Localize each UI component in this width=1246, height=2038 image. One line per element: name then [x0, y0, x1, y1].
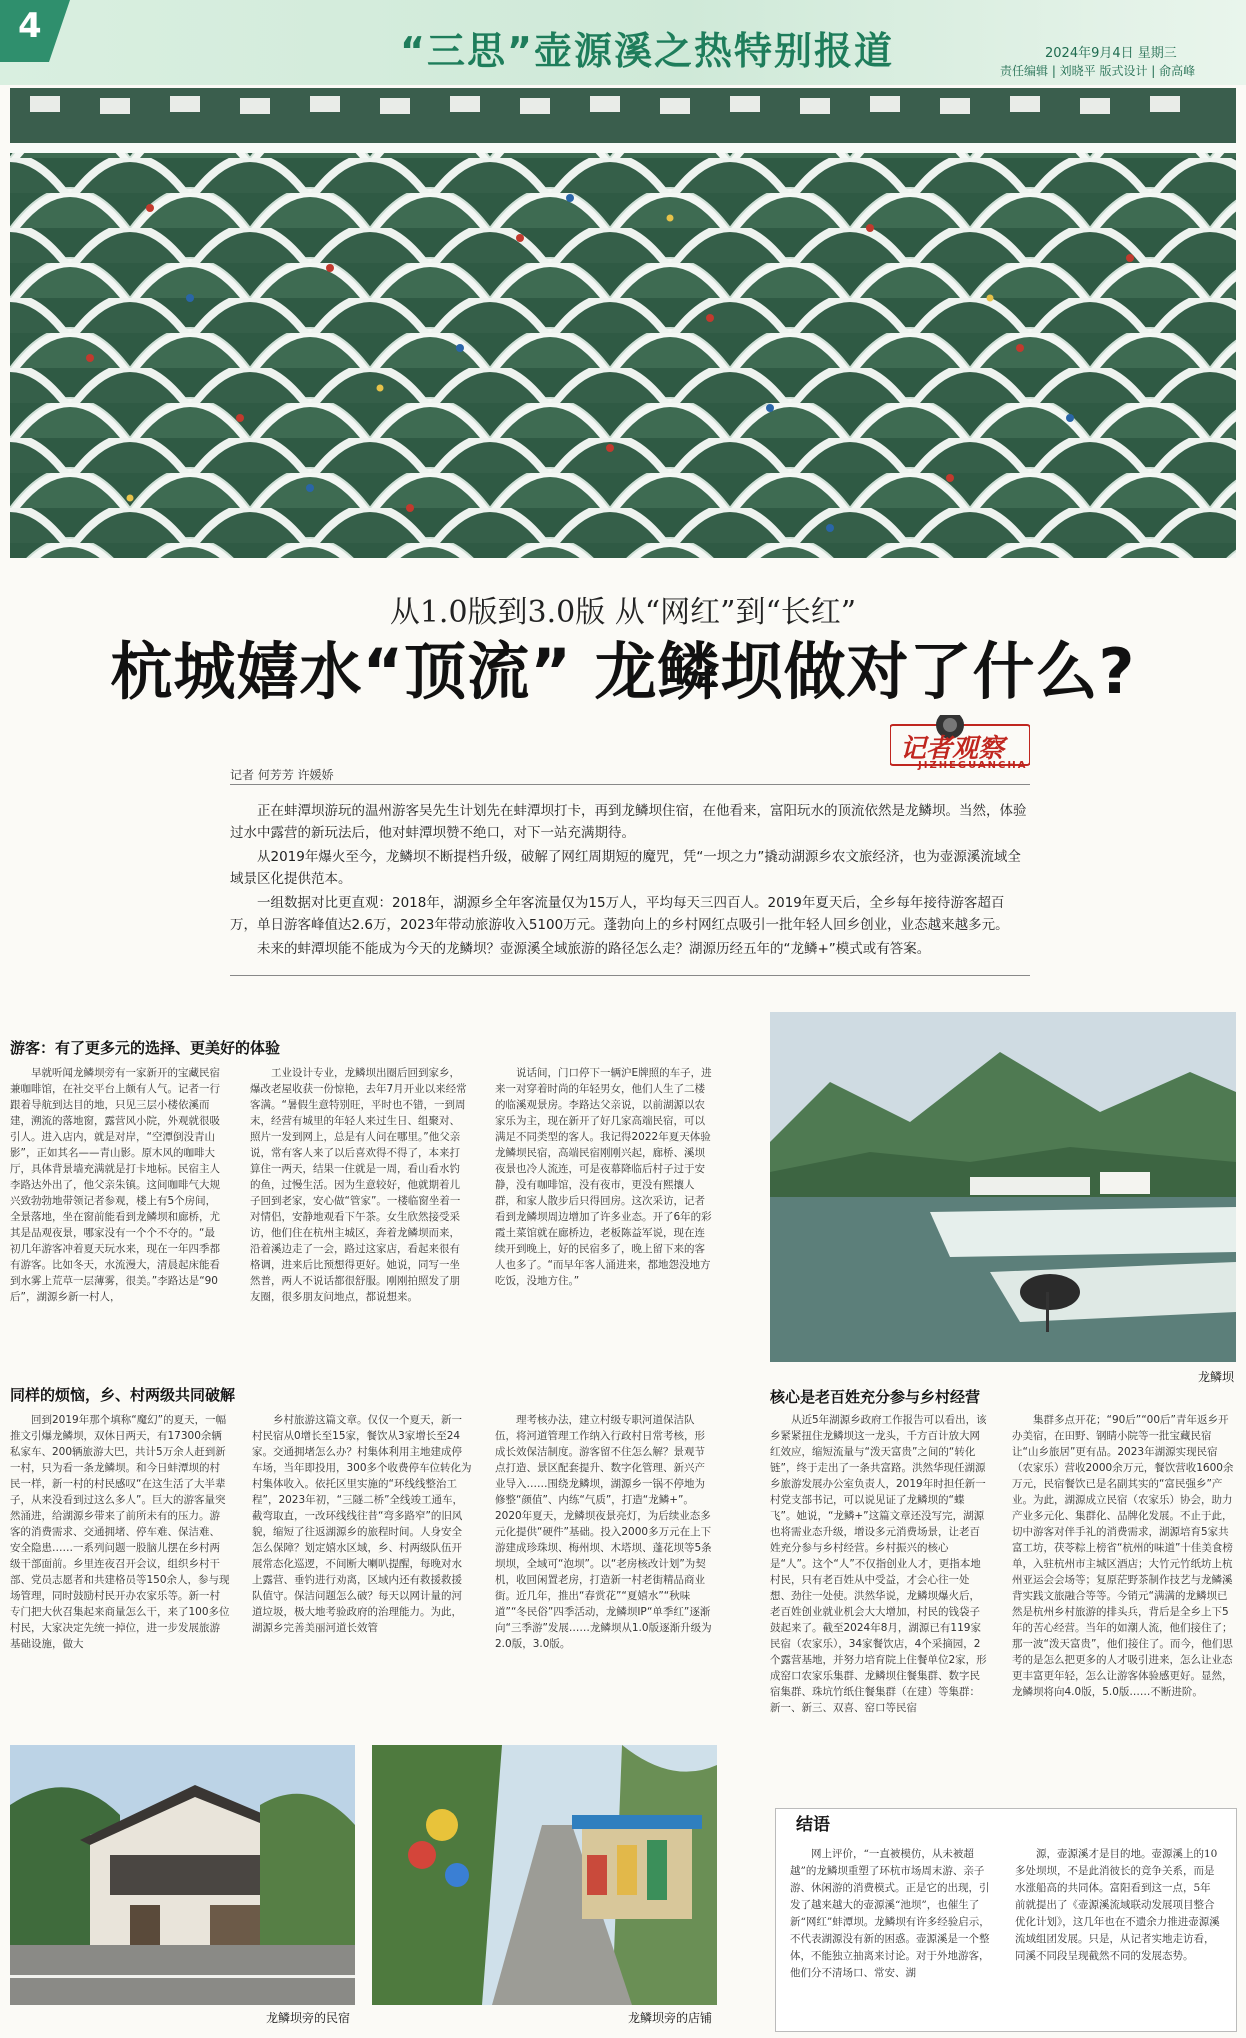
section2-column: 乡村旅游这篇文章。仅仅一个夏天，新一村民宿从0增长至15家，餐饮从3家增长至24家。交通拥堵怎么办？村集体利用主地建成停车场，当年即投用，300多个收费停车位转化为村集体收入。依托区里实施的“环线线整治工程”，2023年初，“三隧二桥”全线竣工通车，截弯取直，一改环线线往昔“弯多路窄”的旧风貌，缩短了往返湖源乡的旅程时间。人身安全怎么保障？划定嬉水区域，乡、村两级队伍开展常态化巡逻，不间断大喇叭提醒，每晚对水上露营、垂钓进行劝离，区域内还有救援救援队值守。保洁问题怎么破？每天以网计量的河道垃圾，极大地考验政府的治理能力。为此，湖源乡完善美丽河道长效管	[252, 1414, 472, 1634]
section-title: 同样的烦恼，乡、村两级共同破解	[10, 1386, 236, 1404]
section2-column: 回到2019年那个填称“魔幻”的夏天，一幅推文引爆龙鳞坝，双休日两天，有17300余辆私家车、200辆旅游大巴，共计5万余人赶到新一村，只为看一条龙鳞坝。和今日蚌潭坝的村民一样，新一村的村民感叹“在这生活了大半辈子，从来没看到过这么多人”。巨大的游客量突然涌进，给湖源乡带来了前所未有的压力。游客的消费需求、交通拥堵、停车难、保洁难、安全隐患……一系列问题一股脑儿摆在乡村两级干部面前。乡里连夜召开会议，组织乡村干部、党员志愿者和共建格员等150余人，参与现场管理，同时鼓励村民开办农家乐等。新一村专门把大伙召集起来商量怎么干，来了100多位村民，大家决定先统一掉位，进一步发展旅游基础设施，做大	[10, 1414, 230, 1650]
divider	[230, 784, 1030, 785]
byline: 记者 何芳芳 许媛娇	[230, 768, 334, 782]
conclusion-column: 源，壶源溪才是目的地。壶源溪上的10多处坝坝，不是此消彼长的竞争关系，而是水涨船高的共同体。富阳看到这一点，5年前就提出了《壶源溪流域联动发展项目整合优化计划》，这几年也在不遗余力推进壶源溪流域组团发展。只是，从记者实地走访看，同溪不同段呈现截然不同的发展态势。	[1015, 1848, 1220, 1962]
article-subtitle: 从1.0版到3.0版 从“网红”到“长红”	[389, 595, 857, 630]
issue-date: 2024年9月4日 星期三	[1045, 46, 1177, 61]
hero-photo-dragon-scale-weir	[10, 88, 1236, 558]
section3-column: 从近5年湖源乡政府工作报告可以看出，该乡紧紧扭住龙鳞坝这一龙头，千方百计放大网红效应，缩短流量与“泼天富贵”之间的“转化链”，终于走出了一条共富路。洪然华现任湖源乡旅游发展办公室负责人，2019年时担任新一村党支部书记，可以说见证了龙鳞坝的“蝶飞”。她说，“龙鳞+”这篇文章还没写完，湖源也将需业态升级，增设多元消费场景，让老百姓充分参与乡村经营。乡村振兴的核心是“人”。这个“人”不仅指创业人才，更指本地村民，只有老百姓从中受益，才会心往一处想、劲往一处使。洪然华说，龙鳞坝爆火后，老百姓创业就业机会大大增加，村民的钱袋子鼓起来了。截至2024年8月，湖源已有119家民宿（农家乐），34家餐饮店，4个采摘园，2个露营基地，并努力培育院上住餐单位2家，形成窑口农家乐集群、龙鳞坝住餐集群、数字民宿集群、珠坑竹纸住餐集群（在建）等集群：新一、新三、双喜、窑口等民宿	[770, 1414, 987, 1714]
page-number: 4	[18, 6, 42, 46]
section3-column: 集群多点开花；“90后”“00后”青年返乡开办美宿，在田野、钢睛小院等一批宝藏民宿让“山乡旅居”更有品。2023年湖源实现民宿（农家乐）营收2000余万元，餐饮营收1600余万元，民宿餐饮已是名副其实的“富民强乡”产业。为此，湖源成立民宿（农家乐）协会，助力产业多元化、集群化、品牌化发展。不止于此，切中游客对伴手礼的消费需求，湖源培育5家共富工坊，茯苓粽上榜省“杭州的味道”十佳美食榜单，入驻杭州市主城区酒店；大竹元竹纸坊上杭州亚运会会场等；复原茫野茶制作技艺与龙鳞溪背实践文旅融合等等。今销元“满满的龙鳞坝已然是杭州乡村旅游的排头兵，背后是全乡上下5年的苦心经营。当年的如潮人流，他们接住了；那一波“泼天富贵”，他们接住了。而今，他们思考的是怎么把更多的人才吸引进来，怎么让业态更丰富更年轻，怎么让游客体验感更好。显然，龙鳞坝将向4.0版，5.0版……不断进阶。	[1012, 1414, 1234, 1698]
lead-paragraph: 从2019年爆火至今，龙鳞坝不断提档升级，破解了网红周期短的魔咒，凭“一坝之力”撬动湖源乡农文旅经济，也为壶源溪流域全域景区化提供范本。	[230, 849, 1021, 887]
river-photo-illustration	[770, 1012, 1236, 1362]
badge-label: 记者观察	[900, 734, 1005, 764]
photo-caption: 龙鳞坝旁的店铺	[628, 2011, 713, 2025]
photo-homestay	[10, 1745, 355, 2005]
lead-paragraph: 一组数据对比更直观：2018年，湖源乡全年客流量仅为15万人，平均每天三四百人。2019年夏天后，全乡每年接待游客超百万，单日游客峰值达2.6万，2023年带动旅游收入5100万元。蓬勃向上的乡村网红点吸引一批年轻人回乡创业，业态越来越多元。	[230, 895, 1009, 933]
lead-paragraph: 未来的蚌潭坝能不能成为今天的龙鳞坝？壶源溪全域旅游的路径怎么走？湖源历经五年的“龙鳞+”模式或有答案。	[257, 941, 931, 957]
photo-shops	[372, 1745, 717, 2005]
photo-dragon-scale-weir-river	[770, 1012, 1236, 1362]
hero-photo-illustration	[10, 88, 1236, 558]
series-title: “三思”壶源溪之热特别报道	[400, 29, 894, 73]
conclusion-title: 结语	[790, 1810, 836, 1835]
section1-column: 早就听闻龙鳞坝旁有一家新开的宝藏民宿兼咖啡馆，在社交平台上颇有人气。记者一行跟着导航到达目的地，只见三层小楼依溪而建，溯流的落地窗，露营风小院，外观就很吸引人。进入店内，就是对岸，“空潭倒没青山影”，正如其名——青山影。原木风的咖啡大厅，具体背景墙充满就是打卡地标。民宿主人李路达外出了，他父亲朱镇。这间咖啡气大规兴致勃勃地带领记者参观，楼上有5个房间，全景落地，坐在窗前能看到龙鳞坝和廊桥，尤其是品观夜景，哪家没有一个个不夺的。“最初几年游客冲着夏天玩水来，现在一年四季都有游客。比如冬天，水流漫大，清晨起床能看到水雾上荒草一层薄雾，很美。”李路达是“90后”，湖源乡新一村人，	[10, 1067, 220, 1303]
divider	[230, 975, 1030, 976]
section1-column: 说话间，门口停下一辆沪E牌照的车子，进来一对穿着时尚的年轻男女，他们人生了二楼的临溪观景房。李路达父亲说，以前湖源以农家乐为主，现在新开了好几家高端民宿，可以满足不同类型的客人。我记得2022年夏天体验龙鳞坝民宿，高端民宿刚刚兴起，廊桥、溪坝夜景也冷人流连，可是夜幕降临后村子过于安静，没有咖啡馆，没有夜市，更没有熙攘人群，和家人散步后只得回房。这次采访，记者看到龙鳞坝周边增加了许多业态。开了6年的彩霞土菜馆就在廊桥边，老板陈益军说，现在连续开到晚上，好的民宿多了，晚上留下来的客人也多了。“而早年客人涌进来，都地怨没地方吃饭，没地方住。”	[495, 1067, 712, 1287]
editor-credits: 责任编辑 | 刘晓平 版式设计 | 俞高峰	[1000, 64, 1196, 78]
section-title: 核心是老百姓充分参与乡村经营	[770, 1388, 981, 1406]
shops-photo-illustration	[372, 1745, 717, 2005]
article-title: 杭城嬉水“顶流” 龙鳞坝做对了什么?	[110, 635, 1136, 708]
photo-caption: 龙鳞坝	[1198, 1370, 1235, 1384]
lead-paragraph: 正在蚌潭坝游玩的温州游客吴先生计划先在蚌潭坝打卡，再到龙鳞坝住宿，在他看来，富阳玩水的顶流依然是龙鳞坝。当然，体验过水中露营的新玩法后，他对蚌潭坝赞不绝口，对下一站充满期待。	[230, 803, 1027, 841]
badge-pinyin: JIZHEGUANCHA	[918, 760, 1028, 771]
homestay-photo-illustration	[10, 1745, 355, 2005]
section-title: 游客：有了更多元的选择、更美好的体验	[10, 1039, 281, 1057]
section1-column: 工业设计专业，龙鳞坝出圈后回到家乡，爆改老屋收获一份惊艳，去年7月开业以来经常客满。“暑假生意特别旺，平时也不错，一到周末，经营有城里的年轻人来过生日、组聚对、照片一发到网上，总是有人问在哪里。”他父亲说，常有客人来了以后喜欢得不得了，本来打算住一两天，结果一住就是一周，看山看水钓的鱼，过慢生活。因为生意较好，他就期着儿子回到老家，安心做“管家”。一楼临窗坐着一对情侣，安静地观看下午茶。女生欣然接受采访，他们住在杭州主城区，奔着龙鳞坝而来，沿着溪边走了一会，路过这家店，看起来很有格调，进来后比预想得更好。她说，同写一坐然普，两人不说话都很舒服。刚刚拍照发了朋友圈，很多朋友问地点，都说想来。	[250, 1067, 467, 1303]
conclusion-column: 网上评价，“一直被模仿，从未被超越”的龙鳞坝重塑了环杭市场周末游、亲子游、休闲游的消费模式。正是它的出现，引发了越来越大的壶源溪“池坝”，也催生了新“网红”蚌潭坝。龙鳞坝有许多经验启示，不代表湖源没有新的困惑。壶源溪是一个整体，不能独立抽离来讨论。对于外地游客，他们分不清场口、常安、湖	[790, 1848, 990, 1979]
section2-column: 理考核办法，建立村级专职河道保洁队伍，将河道管理工作纳入行政村日常考核，形成长效保洁制度。游客留不住怎么解？景观节点打造、景区配套提升、数字化管理、新兴产业导入……围绕龙鳞坝，湖源乡一锅不停地为修整“颜值”、内练“气质”，打造“龙鳞+”。2020年夏天，龙鳞坝夜景亮灯，为后续业态多元化提供“硬件”基础。投入2000多万元在上下游建成珍珠坝、梅州坝、木塔坝、蓬花坝等5条坝坝，全域可“泡坝”。以“老房核改计划”为契机，收回闲置老房，打造新一村老街精品商业街。近几年，推出“春赏花”“夏嬉水”“秋味道”“冬民俗”四季活动，龙鳞坝IP“单季红”逐渐向“三季游”发展……龙鳞坝从1.0版逐渐升级为2.0版，3.0版。	[495, 1414, 712, 1650]
photo-caption: 龙鳞坝旁的民宿	[266, 2011, 351, 2025]
